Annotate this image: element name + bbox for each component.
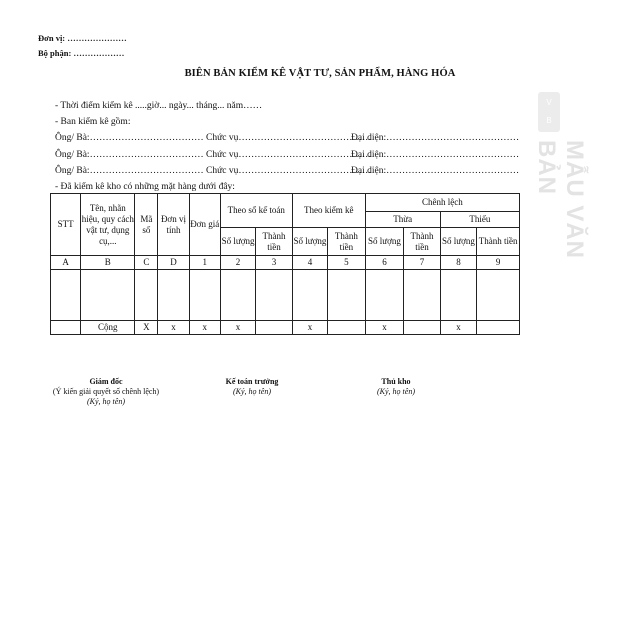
total-cell: x (220, 321, 255, 335)
watermark (530, 92, 588, 312)
table-total-row (51, 321, 520, 335)
index-cell: A (51, 256, 81, 270)
signature-role: Thủ kho (381, 377, 411, 386)
total-cell: x (189, 321, 220, 335)
index-cell: 5 (328, 256, 366, 270)
signature-note: (Ký, họ tên) (233, 387, 271, 396)
total-label: Cộng (81, 321, 135, 335)
table-cell (158, 270, 189, 321)
watermark-logo-letter: B (546, 116, 552, 125)
inventory-time-line: - Thời điểm kiểm kê .....giờ... ngày... tháng... năm…… (55, 101, 263, 111)
member-position-field: Chức vụ…………………………………… (206, 133, 372, 143)
index-cell: 1 (189, 256, 220, 270)
index-cell: D (158, 256, 189, 270)
total-cell (328, 321, 366, 335)
signature-role: Giám đốc (89, 377, 123, 386)
header-difference: Chênh lệch (365, 194, 519, 212)
header-amount: Thành tiền (256, 228, 292, 256)
member-position-field: Chức vụ…………………………………… (206, 150, 372, 160)
header-quantity: Số lượng (292, 228, 327, 256)
committee-member-row (55, 133, 520, 145)
table-cell (135, 270, 158, 321)
header-by-check: Theo kiểm kê (292, 194, 365, 228)
inventory-table-container (50, 193, 518, 338)
index-cell: 9 (477, 256, 520, 270)
header-quantity: Số lượng (440, 228, 476, 256)
header-amount: Thành tiền (404, 228, 440, 256)
committee-member-row (55, 166, 520, 178)
total-cell: x (440, 321, 476, 335)
total-cell: x (365, 321, 404, 335)
index-cell: 4 (292, 256, 327, 270)
document-title: BIÊN BẢN KIỂM KÊ VẬT TƯ, SẢN PHẨM, HÀNG HÓA (184, 68, 456, 79)
committee-heading: - Ban kiểm kê gồm: (55, 117, 131, 127)
signature-storekeeper (356, 377, 436, 397)
index-cell: 3 (256, 256, 292, 270)
member-position-field: Chức vụ…………………………………… (206, 166, 372, 176)
total-cell (477, 321, 520, 335)
signature-note: (Ý kiến giải quyết số chênh lệch) (52, 387, 160, 396)
index-cell: C (135, 256, 158, 270)
signature-note: (Ký, họ tên) (377, 387, 415, 396)
member-representative-field: Đại diện:…………………………………… (351, 150, 520, 160)
header-quantity: Số lượng (365, 228, 404, 256)
table-cell (292, 270, 327, 321)
watermark-logo-letter: V (546, 98, 552, 107)
watermark-logo (538, 92, 560, 132)
member-name-field: Ông/ Bà:……………………………… (55, 133, 204, 143)
index-cell: 8 (440, 256, 476, 270)
signature-chief-accountant (200, 377, 304, 397)
inventory-items-heading: - Đã kiểm kê kho có những mặt hàng dưới đây: (55, 182, 235, 192)
table-cell (220, 270, 255, 321)
total-cell: x (158, 321, 189, 335)
header-stt: STT (51, 194, 81, 256)
table-cell (440, 270, 476, 321)
header-by-books: Theo sổ kế toán (220, 194, 292, 228)
table-header-row (51, 194, 520, 212)
table-cell (256, 270, 292, 321)
table-cell (404, 270, 440, 321)
unit-label: Đơn vị: ………………… (38, 33, 127, 43)
header-surplus: Thừa (365, 212, 440, 228)
total-cell: X (135, 321, 158, 335)
total-cell (404, 321, 440, 335)
table-cell (81, 270, 135, 321)
signature-director (38, 377, 174, 407)
table-cell (328, 270, 366, 321)
watermark-text: MẪU VĂN BẢN (533, 140, 588, 259)
total-cell (256, 321, 292, 335)
table-row (51, 270, 520, 321)
total-cell: x (292, 321, 327, 335)
table-cell (51, 270, 81, 321)
signature-role: Kế toán trưởng (225, 377, 279, 386)
inventory-table (50, 193, 520, 335)
header-price: Đơn giá (189, 194, 220, 256)
header-amount: Thành tiền (328, 228, 366, 256)
table-index-row (51, 256, 520, 270)
member-name-field: Ông/ Bà:……………………………… (55, 150, 204, 160)
table-cell (189, 270, 220, 321)
header-quantity: Số lượng (220, 228, 255, 256)
index-cell: 6 (365, 256, 404, 270)
index-cell: 2 (220, 256, 255, 270)
header-unit: Đơn vị tính (158, 194, 189, 256)
index-cell: B (81, 256, 135, 270)
member-name-field: Ông/ Bà:……………………………… (55, 166, 204, 176)
committee-member-row (55, 150, 520, 162)
header-item-name: Tên, nhãn hiệu, quy cách vật tư, dụng cụ,... (81, 194, 135, 256)
index-cell: 7 (404, 256, 440, 270)
header-code: Mã số (135, 194, 158, 256)
header-amount: Thành tiền (477, 228, 520, 256)
total-cell (51, 321, 81, 335)
table-cell (477, 270, 520, 321)
table-cell (365, 270, 404, 321)
member-representative-field: Đại diện:…………………………………… (351, 133, 520, 143)
signature-note: (Ký, họ tên) (87, 397, 125, 406)
header-shortage: Thiếu (440, 212, 519, 228)
department-label: Bộ phận: ……………… (38, 48, 125, 58)
member-representative-field: Đại diện:…………………………………… (351, 166, 520, 176)
